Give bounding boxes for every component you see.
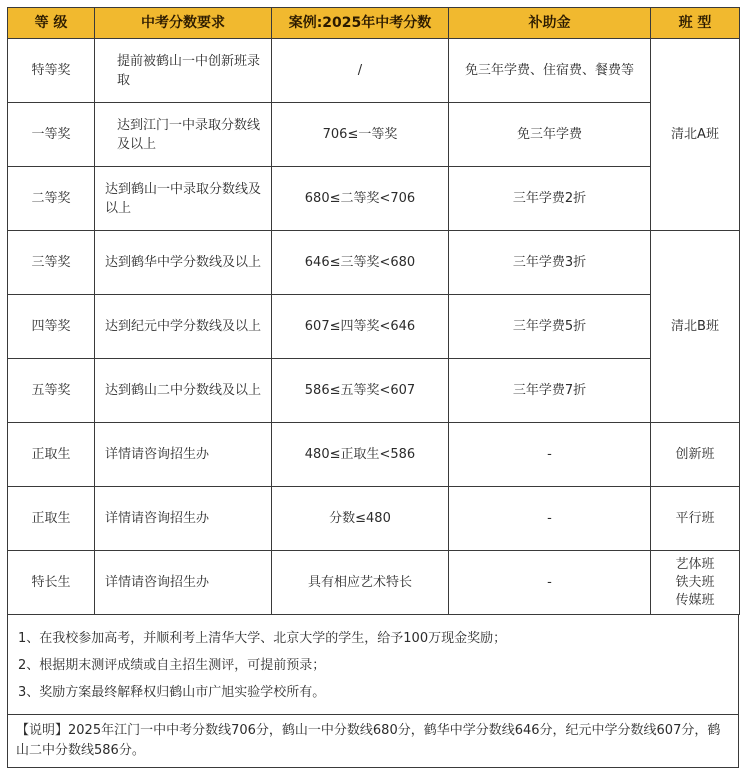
subsidy-cell: 三年学费7折 <box>449 359 651 423</box>
table-row <box>8 423 740 487</box>
subsidy-cell: 免三年学费 <box>449 103 651 167</box>
subsidy-cell: 三年学费2折 <box>449 167 651 231</box>
subsidy-cell: - <box>449 487 651 551</box>
score-cell: 具有相应艺术特长 <box>272 551 449 615</box>
class-name: 铁夫班 <box>675 574 715 590</box>
subsidy-cell: - <box>449 551 651 615</box>
class-cell: 平行班 <box>651 487 740 551</box>
level-cell: 正取生 <box>8 487 95 551</box>
table-row <box>8 551 740 615</box>
subsidy-cell: - <box>449 423 651 487</box>
notes-section <box>7 615 739 715</box>
subsidy-cell: 三年学费3折 <box>449 231 651 295</box>
score-cell: 607≤四等奖<646 <box>272 295 449 359</box>
level-cell: 五等奖 <box>8 359 95 423</box>
table-row <box>8 231 740 295</box>
table-header-row <box>8 8 740 39</box>
level-cell: 二等奖 <box>8 167 95 231</box>
table-row <box>8 39 740 103</box>
class-cell <box>651 551 740 615</box>
table-row <box>8 359 740 423</box>
table-row <box>8 103 740 167</box>
level-cell: 特长生 <box>8 551 95 615</box>
subsidy-cell: 三年学费5折 <box>449 295 651 359</box>
score-cell: 分数≤480 <box>272 487 449 551</box>
requirement-cell: 达到鹤山一中录取分数线及以上 <box>95 167 272 231</box>
level-cell: 一等奖 <box>8 103 95 167</box>
score-cell: 680≤二等奖<706 <box>272 167 449 231</box>
header-level: 等 级 <box>8 8 95 39</box>
score-cell: / <box>272 39 449 103</box>
class-cell: 清北B班 <box>651 231 740 423</box>
score-cell: 480≤正取生<586 <box>272 423 449 487</box>
class-name: 传媒班 <box>675 592 715 608</box>
header-class-type: 班 型 <box>651 8 740 39</box>
table-row <box>8 487 740 551</box>
requirement-cell: 达到鹤华中学分数线及以上 <box>95 231 272 295</box>
score-cell: 646≤三等奖<680 <box>272 231 449 295</box>
note-line: 1、在我校参加高考，并顺利考上清华大学、北京大学的学生，给予100万现金奖励； <box>18 631 507 646</box>
level-cell: 三等奖 <box>8 231 95 295</box>
header-requirement: 中考分数要求 <box>95 8 272 39</box>
requirement-cell: 达到江门一中录取分数线及以上 <box>95 103 272 167</box>
table-row <box>8 295 740 359</box>
scholarship-table-container <box>7 7 739 768</box>
level-cell: 四等奖 <box>8 295 95 359</box>
requirement-cell: 达到鹤山二中分数线及以上 <box>95 359 272 423</box>
requirement-cell: 详情请咨询招生办 <box>95 551 272 615</box>
level-cell: 正取生 <box>8 423 95 487</box>
class-cell: 创新班 <box>651 423 740 487</box>
scholarship-table <box>7 7 740 615</box>
score-cell: 586≤五等奖<607 <box>272 359 449 423</box>
note-line: 2、根据期末测评成绩或自主招生测评，可提前预录； <box>18 658 326 673</box>
header-subsidy: 补助金 <box>449 8 651 39</box>
score-cell: 706≤一等奖 <box>272 103 449 167</box>
requirement-cell: 达到纪元中学分数线及以上 <box>95 295 272 359</box>
requirement-cell: 详情请咨询招生办 <box>95 423 272 487</box>
level-cell: 特等奖 <box>8 39 95 103</box>
requirement-cell: 详情请咨询招生办 <box>95 487 272 551</box>
table-row <box>8 167 740 231</box>
class-cell: 清北A班 <box>651 39 740 231</box>
note-line: 3、奖励方案最终解释权归鹤山市广旭实验学校所有。 <box>18 685 326 700</box>
subsidy-cell: 免三年学费、住宿费、餐费等 <box>449 39 651 103</box>
explanation-section: 【说明】2025年江门一中中考分数线706分，鹤山一中分数线680分，鹤华中学分数线646分，纪元中学分数线607分，鹤山二中分数线586分。 <box>7 715 739 768</box>
requirement-cell: 提前被鹤山一中创新班录取 <box>95 39 272 103</box>
header-score-example: 案例:2025年中考分数 <box>272 8 449 39</box>
class-name: 艺体班 <box>675 556 715 572</box>
